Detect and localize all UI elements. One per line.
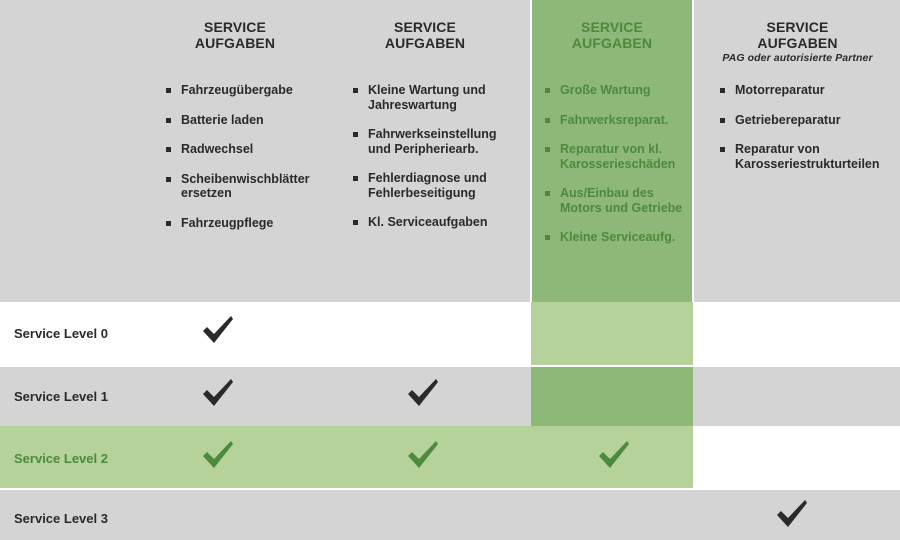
- bullet-icon: [545, 118, 550, 123]
- bullet-icon: [545, 88, 550, 93]
- heading-line: SERVICE: [581, 19, 643, 35]
- highlight-column-row0-band: [531, 302, 693, 366]
- list-item: [545, 230, 690, 245]
- list-item: [720, 83, 890, 98]
- row-label-level-3: Service Level 3: [14, 511, 108, 526]
- task-text: Fehlerdiagnose und Fehlerbeseitigung: [368, 171, 487, 200]
- heading-line: SERVICE: [204, 19, 266, 35]
- task-text: Batterie laden: [181, 112, 264, 127]
- bullet-icon: [545, 191, 550, 196]
- list-item: [166, 113, 326, 128]
- bullet-icon: [720, 88, 725, 93]
- bullet-icon: [166, 118, 171, 123]
- bullet-icon: [166, 221, 171, 226]
- task-text: Reparatur von kl. Karosserieschäden: [560, 142, 676, 171]
- task-text: Aus/Einbau des Motors und Getriebe: [560, 186, 683, 215]
- bullet-icon: [353, 88, 358, 93]
- heading-line: SERVICE: [766, 19, 829, 35]
- checkmark-icon: [201, 438, 235, 472]
- bullet-icon: [545, 147, 550, 152]
- row-1-band: [0, 366, 900, 426]
- list-item: [166, 171, 310, 201]
- checkmark-icon: [775, 497, 809, 531]
- heading-line: AUFGABEN: [384, 35, 466, 51]
- checkmark-icon: [406, 376, 440, 410]
- list-item: [720, 142, 885, 171]
- bullet-icon: [353, 176, 358, 181]
- column-divider: [530, 0, 532, 302]
- list-item: [545, 142, 685, 171]
- task-text: Fahrwerksreparat.: [560, 112, 669, 127]
- task-text: Kl. Serviceaufgaben: [368, 215, 488, 229]
- list-item: [353, 171, 493, 200]
- column-heading: [536, 19, 688, 51]
- bullet-icon: [166, 147, 171, 152]
- task-text: Radwechsel: [181, 142, 254, 156]
- row-3-band: [0, 489, 900, 540]
- list-item: [545, 186, 685, 215]
- bullet-icon: [720, 118, 725, 123]
- column-heading: [700, 19, 895, 64]
- list-item: [353, 127, 503, 156]
- task-text: Scheibenwischblätter ersetzen: [181, 171, 310, 200]
- checkmark-icon: [406, 438, 440, 472]
- list-item: [545, 83, 690, 98]
- bullet-icon: [720, 147, 725, 152]
- heading-line: AUFGABEN: [757, 35, 838, 51]
- list-item: [353, 83, 493, 112]
- task-text: Motorreparatur: [735, 83, 825, 97]
- list-item: [166, 83, 326, 98]
- checkmark-icon: [597, 438, 631, 472]
- task-text: Kleine Serviceaufg.: [560, 230, 676, 244]
- column-divider: [692, 0, 694, 302]
- task-text: Kleine Wartung und Jahreswartung: [368, 83, 486, 112]
- task-text: Getriebereparatur: [735, 112, 841, 127]
- checkmark-icon: [201, 376, 235, 410]
- task-list: [720, 83, 890, 186]
- bullet-icon: [353, 132, 358, 137]
- task-list: [545, 83, 690, 260]
- list-item: [353, 215, 513, 230]
- row-label-level-2: Service Level 2: [14, 451, 108, 466]
- heading-line: SERVICE: [394, 19, 456, 35]
- bullet-icon: [166, 88, 171, 93]
- task-text: Fahrzeugpflege: [181, 215, 274, 230]
- task-list: [353, 83, 513, 245]
- row-label-level-0: Service Level 0: [14, 326, 108, 341]
- checkmark-icon: [201, 313, 235, 347]
- task-text: Große Wartung: [560, 83, 651, 97]
- list-item: [166, 216, 326, 231]
- column-subheading: PAG oder autorisierte Partner: [722, 52, 873, 64]
- bullet-icon: [353, 220, 358, 225]
- row-label-level-1: Service Level 1: [14, 389, 108, 404]
- bullet-icon: [166, 177, 171, 182]
- column-heading: [160, 19, 310, 51]
- task-text: Reparatur von Karosseriestrukturteilen: [735, 142, 880, 171]
- list-item: [545, 113, 690, 128]
- task-text: Fahrwerkseinstellung und Peripheriearb.: [368, 127, 497, 156]
- task-text: Fahrzeugübergabe: [181, 83, 293, 97]
- row-divider: [0, 365, 900, 367]
- heading-line: AUFGABEN: [194, 35, 276, 51]
- bullet-icon: [545, 235, 550, 240]
- heading-line: AUFGABEN: [571, 35, 653, 51]
- list-item: [166, 142, 326, 157]
- column-heading: [350, 19, 500, 51]
- list-item: [720, 113, 890, 128]
- task-list: [166, 83, 326, 245]
- row-divider: [0, 488, 900, 490]
